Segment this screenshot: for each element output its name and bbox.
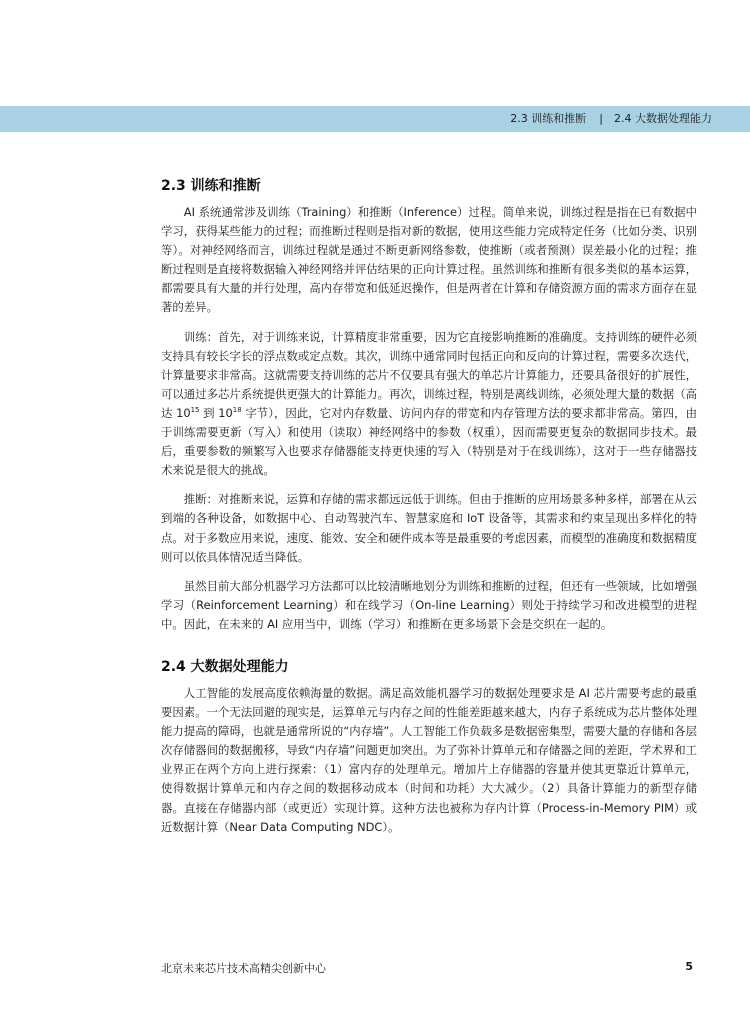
running-header (510, 111, 712, 127)
paragraph-big-data: 人工智能的发展高度依赖海量的数据。满足高效能机器学习的数据处理要求是 AI 芯片需要考虑的最重要因素。一个无法回避的现实是，运算单元与内存之间的性能差距越来越大，内存子系统成为芯片整体处理能力提高的障碍，也就是通常所说的“内存墙”。人工智能工作负载多是数据密集型，需要大量的存储和各层次存储器间的数据搬移，导致“内存墙”问题更加突出。为了弥补计算单元和存储器之间的差距，学术界和工业界正在两个方向上进行探索：（1）富内存的处理单元。增加片上存储器的容量并使其更靠近计算单元，使得数据计算单元和内存之间的数据移动成本（时间和功耗）大大减少。（2）具备计算能力的新型存储器。直接在存储器内部（或更近）实现计算。这种方法也被称为存内计算（Process-in-Memory PIM）或近数据计算（Near Data Computing NDC）。 (161, 685, 697, 834)
header-section-next: 2.4 大数据处理能力 (614, 112, 712, 125)
page-footer (161, 960, 697, 976)
training-text-b: 到 10 (199, 405, 233, 420)
training-text-c: 字节），因此，它对内存数量、访问内存的带宽和内存管理方法的要求都非常高。第四，由于训练需要更新（写入）和使用（读取）神经网络中的参数（权重），因而需要更复杂的数据同步技术。最后，重要参数的频繁写入也要求存储器能支持更快速的写入（特别是对于在线训练），这对于一些存储器技术来说是很大的挑战。 (161, 405, 697, 478)
header-separator: | (599, 112, 603, 125)
page-body (161, 177, 697, 837)
section-2-3-title: 2.3 训练和推断 (161, 178, 261, 194)
paragraph-inference: 推断：对推断来说，运算和存储的需求都远远低于训练。但由于推断的应用场景多种多样，部署在从云到端的各种设备，如数据中心、自动驾驶汽车、智慧家庭和 IoT 设备等，其需求和约束呈现出多样化的特点。对于多数应用来说，速度、能效、安全和硬件成本等是最重要的考虑因素，而模型的准确度和数据精度则可以依具体情况适当降低。 (161, 492, 697, 564)
running-header-band (0, 106, 750, 132)
header-section-current: 2.3 训练和推断 (510, 112, 587, 125)
section-2-4-title: 2.4 大数据处理能力 (161, 658, 289, 675)
page-number: 5 (685, 960, 693, 973)
section-2-3 (161, 177, 697, 634)
exponent-18: 18 (232, 405, 242, 414)
exponent-15: 15 (190, 405, 200, 414)
paragraph-combined: 虽然目前大部分机器学习方法都可以比较清晰地划分为训练和推断的过程，但还有一些领域，比如增强学习（Reinforcement Learning）和在线学习（On-line Learning）则处于持续学习和改进模型的进程中。因此，在未来的 AI 应用当中，训练（学习）和推断在更多场景下会是交织在一起的。 (161, 578, 697, 631)
training-text-a: 训练：首先，对于训练来说，计算精度非常重要，因为它直接影响推断的准确度。支持训练的硬件必须支持具有较长字长的浮点数或定点数。其次，训练中通常同时包括正向和反向的计算过程，需要多次迭代，计算量要求非常高。这就需要支持训练的芯片不仅要具有强大的单芯片计算能力，还要具备很好的扩展性，可以通过多芯片系统提供更强大的计算能力。再次，训练过程，特别是离线训练，必须处理大量的数据（高达 10 (161, 329, 697, 420)
paragraph-training (161, 328, 697, 481)
section-2-4 (161, 658, 697, 837)
footer-organization: 北京未来芯片技术高精尖创新中心 (161, 962, 326, 975)
paragraph-intro: AI 系统通常涉及训练（Training）和推断（Inference）过程。简单来说，训练过程是指在已有数据中学习，获得某些能力的过程；而推断过程则是指对新的数据，使用这些能力完成特定任务（比如分类、识别等）。对神经网络而言，训练过程就是通过不断更新网络参数，使推断（或者预测）误差最小化的过程；推断过程则是直接将数据输入神经网络并评估结果的正向计算过程。虽然训练和推断有很多类似的基本运算，都需要具有大量的并行处理，高内存带宽和低延迟操作，但是两者在计算和存储资源方面的需求方面存在显著的差异。 (161, 205, 697, 315)
